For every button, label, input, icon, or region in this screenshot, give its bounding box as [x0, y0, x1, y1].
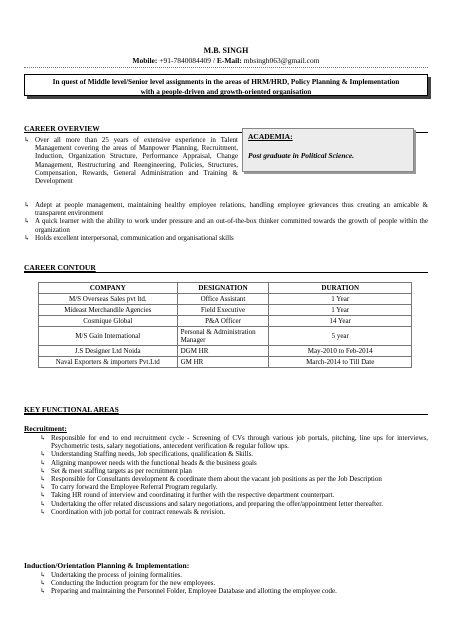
list-item: ↳ Undertaking the process of joining formalities. [40, 571, 183, 579]
table-row [39, 294, 412, 305]
hook-arrow-icon: ↳ [24, 217, 30, 226]
duration-cell: 5 year [269, 327, 412, 346]
career-overview-list [24, 136, 238, 185]
list-item: ↳ Undertaking the offer related discussions and salary negotiations, and preparing the offer/appointment letter thereafter. [40, 499, 383, 508]
objective-box [24, 74, 428, 96]
company-cell: Mideast Merchandile Agencies [39, 305, 178, 316]
key-areas-rule [24, 414, 428, 415]
designation-cell: Field Executive [177, 305, 269, 316]
objective-line-1: In quest of Middle level/Senior level assignments in the areas of HRM/HRD, Policy Planning & Implementation [52, 77, 400, 86]
hook-arrow-icon: ↳ [40, 571, 46, 579]
list-item: ↳ Aligning manpower needs with the functional heads & the business goals [40, 458, 257, 467]
mobile-label: Mobile: [132, 56, 158, 65]
designation-cell: P&A Officer [177, 316, 269, 327]
key-areas-heading: KEY FUNCTIONAL AREAS [24, 405, 119, 414]
contact-line: Mobile: +91-7840084409 / E-Mail: mbsingh063@gmail.com [132, 56, 320, 65]
list-item: ↳ To carry forward the Employee Referral Program regularly. [40, 483, 218, 492]
hook-arrow-icon: ↳ [40, 587, 46, 596]
email-address: mbsingh063@gmail.com [243, 56, 320, 65]
table-row [39, 327, 412, 346]
duration-cell: 1 Year [269, 305, 412, 316]
hook-arrow-icon: ↳ [40, 466, 46, 475]
duration-cell: March-2014 to Till Date [269, 357, 412, 368]
designation-cell: GM HR [177, 357, 269, 368]
list-item: ↳ Taking HR round of interview and coordinating it further with the respective department counterpart. [40, 491, 335, 500]
academia-box [242, 128, 414, 172]
candidate-name: M.B. SINGH [203, 46, 249, 55]
list-item: ↳ Understanding Staffing needs, Job specifications, qualification & Skills. [40, 450, 254, 459]
table-row [39, 316, 412, 327]
recruitment-heading: Recruitment: [24, 424, 67, 433]
induction-list [40, 571, 428, 596]
list-item: ↳ A quick learner with the ability to work under pressure and an out-of-the-box thinker committed towards the growth of people within the organization [24, 217, 428, 234]
career-table [38, 282, 412, 368]
hook-arrow-icon: ↳ [40, 475, 46, 484]
designation-cell: Office Assistant [177, 294, 269, 305]
company-cell: J.S Designer Ltd Noida [39, 346, 178, 357]
hook-arrow-icon: ↳ [24, 136, 30, 144]
list-item: ↳ Adept at people management, maintaining healthy employee relations, handling employee grievances thus creating an amicable & transparent environment [24, 201, 428, 218]
induction-heading: Induction/Orientation Planning & Implementation: [24, 561, 190, 570]
company-cell: M/S Gain International [39, 327, 178, 346]
hook-arrow-icon: ↳ [40, 491, 46, 500]
hook-arrow-icon: ↳ [40, 507, 46, 516]
hook-arrow-icon: ↳ [40, 579, 46, 588]
hook-arrow-icon: ↳ [24, 233, 30, 242]
career-contour-heading: CAREER CONTOUR [24, 263, 96, 272]
objective-line-2: with a people-driven and growth-oriented organisation [140, 86, 312, 96]
table-row [39, 346, 412, 357]
duration-cell: 1 Year [269, 294, 412, 305]
hook-arrow-icon: ↳ [40, 483, 46, 492]
recruitment-list [40, 434, 428, 516]
hook-arrow-icon: ↳ [40, 450, 46, 459]
list-item: ↳ Conducting the Induction program for the new employees. [40, 579, 216, 588]
hook-arrow-icon: ↳ [40, 434, 46, 442]
academia-title: ACADEMIA: [248, 132, 293, 141]
list-item: ↳ Holds excellent interpersonal, communication and organisational skills [24, 233, 234, 242]
email-label: E-Mail [216, 56, 240, 65]
duration-cell: May-2010 to Feb-2014 [269, 346, 412, 357]
designation-cell: DGM HR [177, 346, 269, 357]
career-overview-heading: CAREER OVERVIEW [24, 124, 100, 133]
header-divider [24, 67, 428, 68]
list-item: ↳ Responsible for Consultants development & coordinate them about the vacant job positions as per the Job Description [40, 475, 382, 484]
table-row [39, 305, 412, 316]
list-item: ↳ Responsible for end to end recruitment cycle - Screening of CVs through various job portals, pitching, line ups for interviews, Psychometric tests, salary negotiations, antecedent verification & regular follow ups. [40, 434, 428, 451]
career-overview-list-wide [24, 201, 428, 242]
table-row [39, 357, 412, 368]
column-header-company: COMPANY [39, 283, 178, 294]
hook-arrow-icon: ↳ [24, 201, 30, 209]
list-item: ↳ Set & meet staffing targets as per recruitment plan [40, 466, 192, 475]
table-header-row [39, 283, 412, 294]
duration-cell: 14 Year [269, 316, 412, 327]
list-item: ↳ Preparing and maintaining the Personnel Folder, Employee Database and allotting the employee code. [40, 587, 337, 596]
designation-cell: Personal & Administration Manager [177, 327, 269, 346]
list-item: ↳ Coordination with job portal for contract renewals & revision. [40, 507, 225, 516]
column-header-duration: DURATION [269, 283, 412, 294]
hook-arrow-icon: ↳ [40, 458, 46, 467]
list-item: ↳ Over all more than 25 years of extensive experience in Talent Management covering the areas of Manpower Planning, Recruitment, Induction, Organization Structure, Performance Appraisal, Change Management, Restructuring and Reengineering, Policies, Structures, Compensation, Rewards, General Administration and Training & Development [24, 136, 238, 186]
mobile-number: +91-7840084409 [159, 56, 211, 65]
column-header-designation: DESIGNATION [177, 283, 269, 294]
hook-arrow-icon: ↳ [40, 499, 46, 508]
company-cell: Naval Exporters & importers Pvt.Ltd [39, 357, 178, 368]
career-contour-rule [24, 272, 428, 273]
academia-detail: Post graduate in Political Science. [248, 151, 355, 160]
company-cell: M/S Overseas Sales pvt ltd. [39, 294, 178, 305]
company-cell: Cosmique Global [39, 316, 178, 327]
